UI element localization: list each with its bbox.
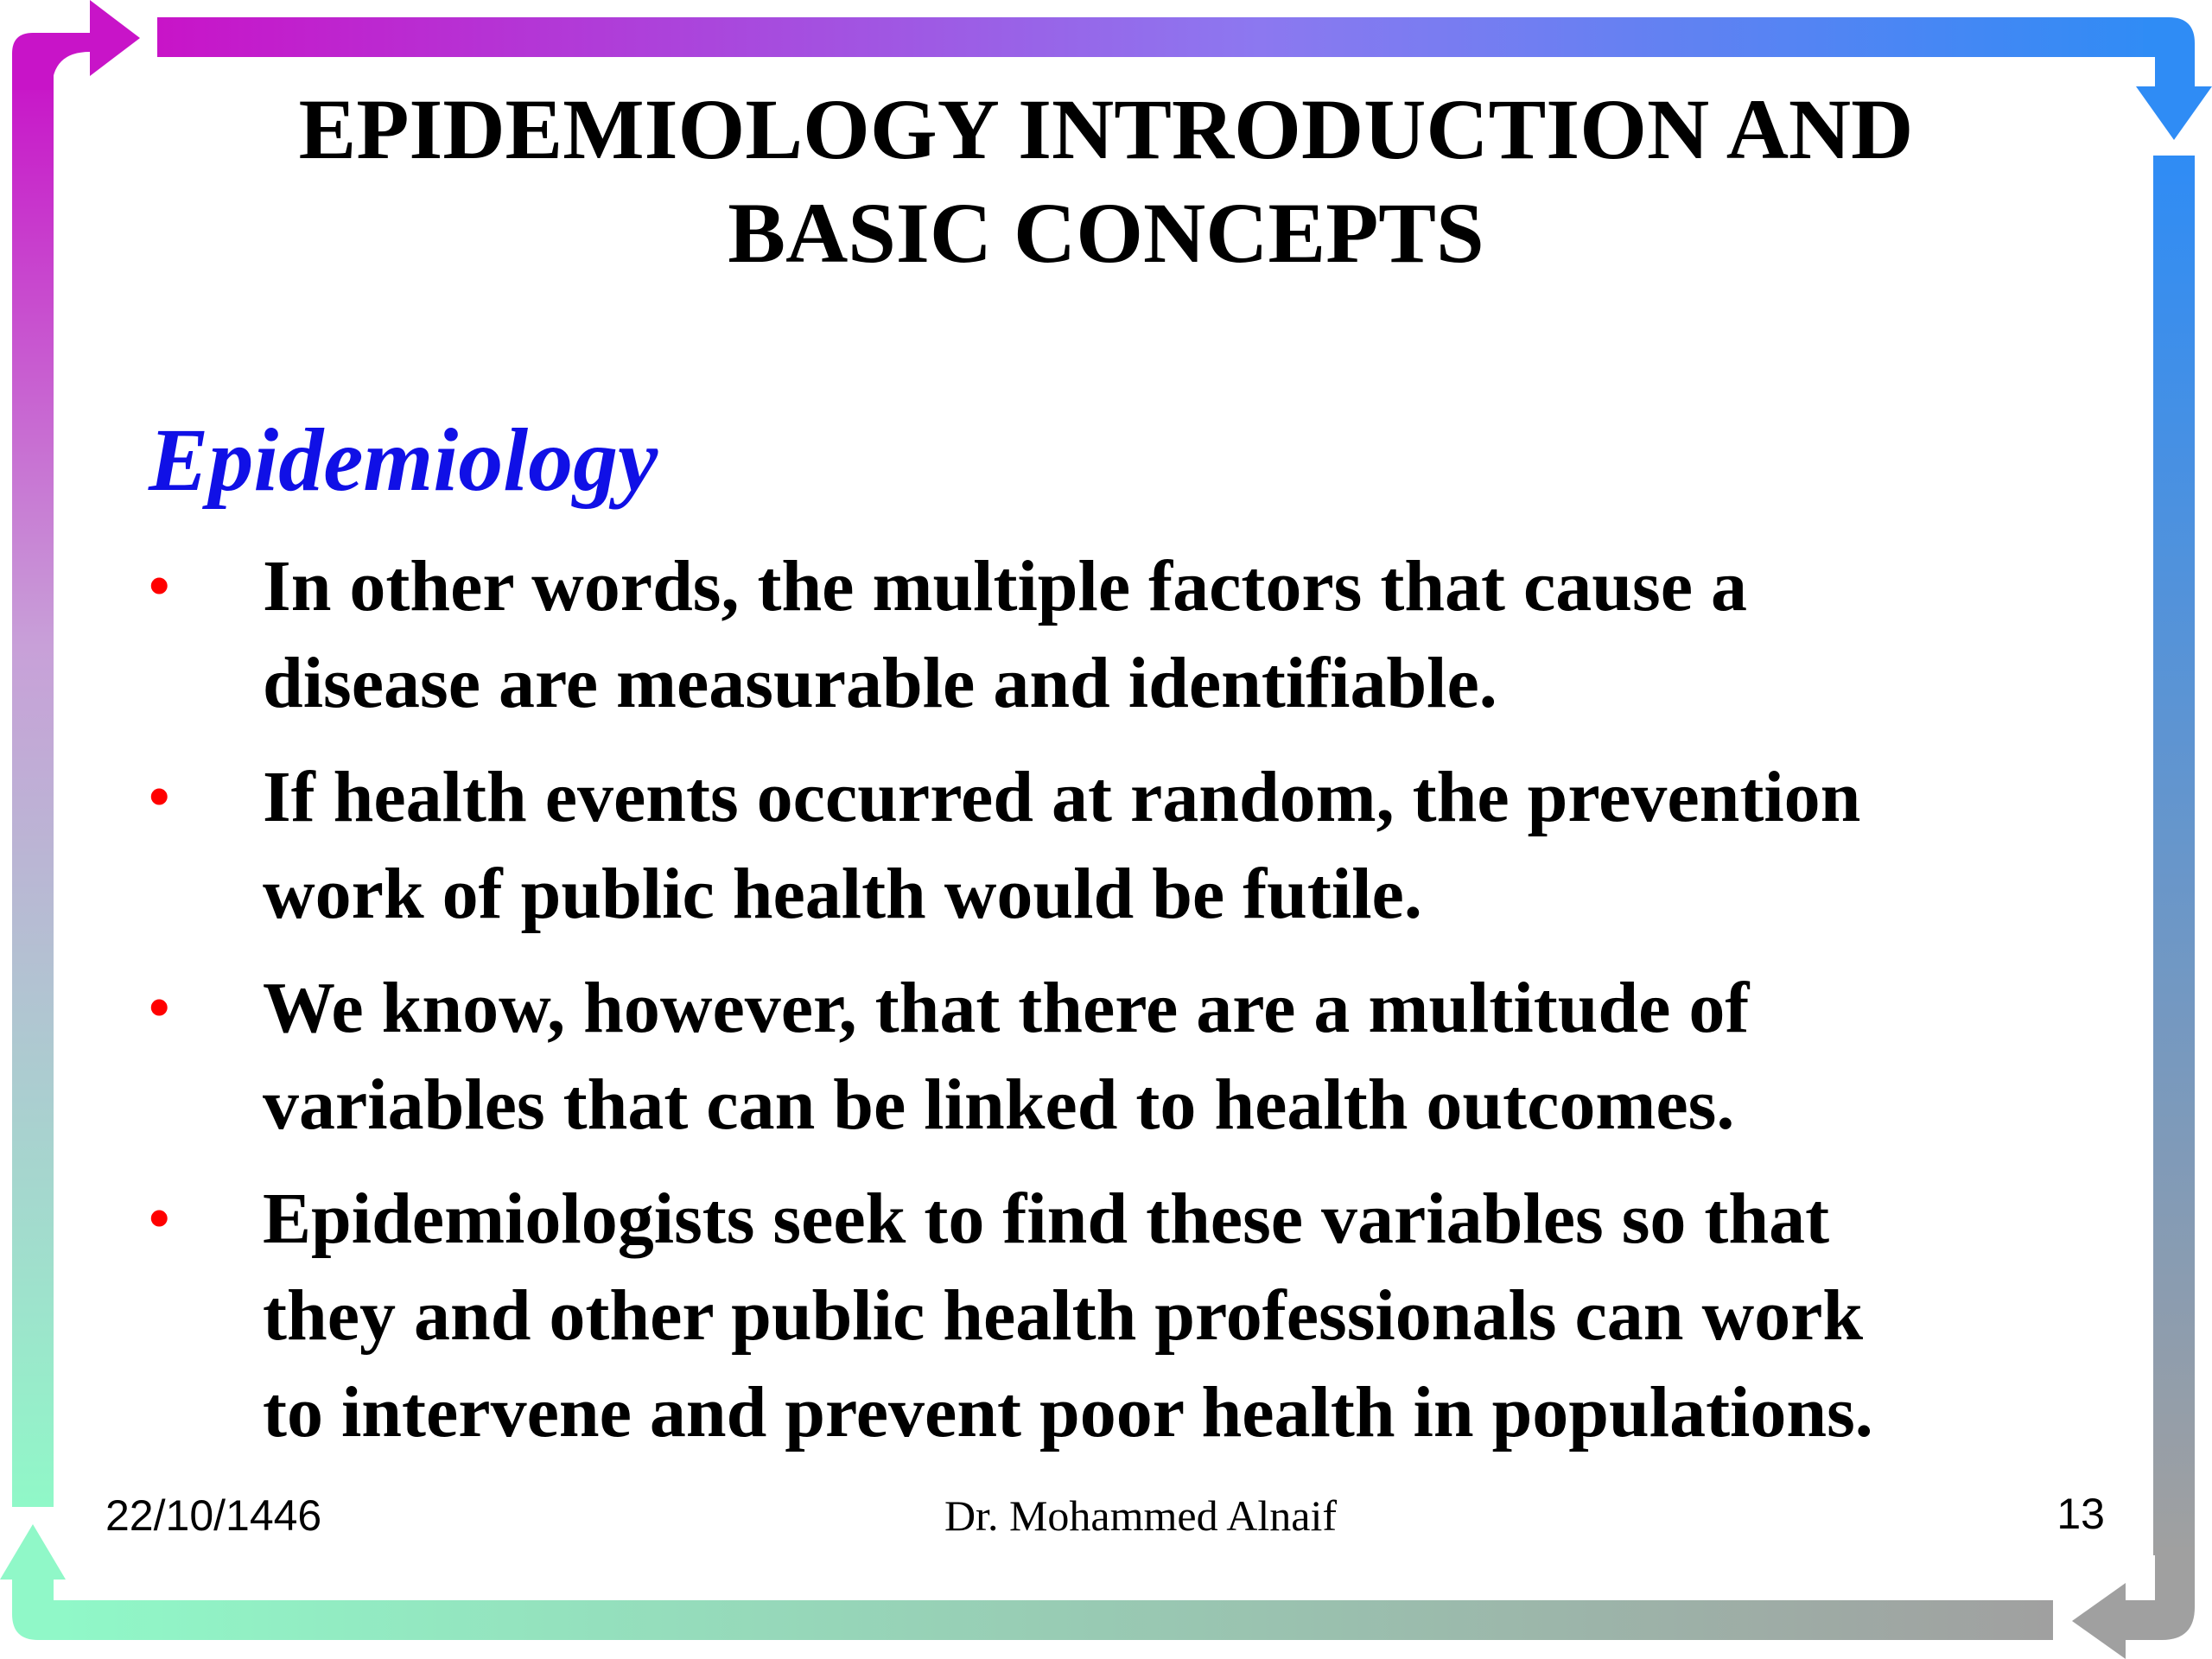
- bullet-line: We know, however, that there are a multitude of: [263, 968, 1750, 1048]
- bullet-text: [263, 960, 2093, 1154]
- footer-page-number: 13: [2056, 1490, 2105, 1538]
- bullet-line: variables that can be linked to health outcomes.: [263, 1065, 1735, 1145]
- footer-author: Dr. Mohammed Alnaif: [944, 1491, 1338, 1540]
- bullet-line: Epidemiologists seek to find these variables so that: [263, 1179, 1830, 1259]
- frame-right-bar: [2153, 156, 2195, 1555]
- frame-bottom-bar: [57, 1600, 2053, 1640]
- slide-title-line: BASIC CONCEPTS: [728, 185, 1484, 281]
- slide-title-line: EPIDEMIOLOGY INTRODUCTION AND: [298, 81, 1914, 177]
- frame-arrow-bottom-left-icon: [2072, 1547, 2195, 1659]
- bullet-line: disease are measurable and identifiable.: [263, 643, 1497, 723]
- bullet-item: [149, 960, 2093, 1154]
- bullet-text: [263, 749, 2093, 943]
- bullet-dot-icon: •: [149, 764, 170, 830]
- bullet-item: [149, 749, 2093, 943]
- bullet-text: [263, 1171, 2093, 1461]
- section-heading: Epidemiology: [149, 410, 658, 510]
- frame-top-bar: [157, 17, 2162, 57]
- bullet-dot-icon: •: [149, 1185, 170, 1252]
- bullet-dot-icon: •: [149, 975, 170, 1041]
- frame-arrow-top-right-icon: [12, 0, 140, 90]
- bullet-line: If health events occurred at random, the prevention: [263, 757, 1861, 837]
- bullet-line: work of public health would be futile.: [263, 854, 1422, 934]
- bullet-line: they and other public health professionals can work: [263, 1275, 1864, 1356]
- bullet-line: to intervene and prevent poor health in populations.: [263, 1372, 1873, 1452]
- frame-left-bar: [12, 73, 54, 1507]
- bullet-dot-icon: •: [149, 553, 170, 620]
- bullet-text: [263, 538, 2093, 732]
- slide-title: [190, 78, 2022, 285]
- bullet-item: [149, 1171, 2093, 1461]
- footer-date: 22/10/1446: [105, 1491, 322, 1540]
- bullet-list: [149, 538, 2093, 1478]
- frame-arrow-left-up-icon: [0, 1524, 69, 1640]
- bullet-item: [149, 538, 2093, 732]
- bullet-line: In other words, the multiple factors that cause a: [263, 546, 1747, 626]
- frame-arrow-right-down-icon: [2136, 17, 2212, 140]
